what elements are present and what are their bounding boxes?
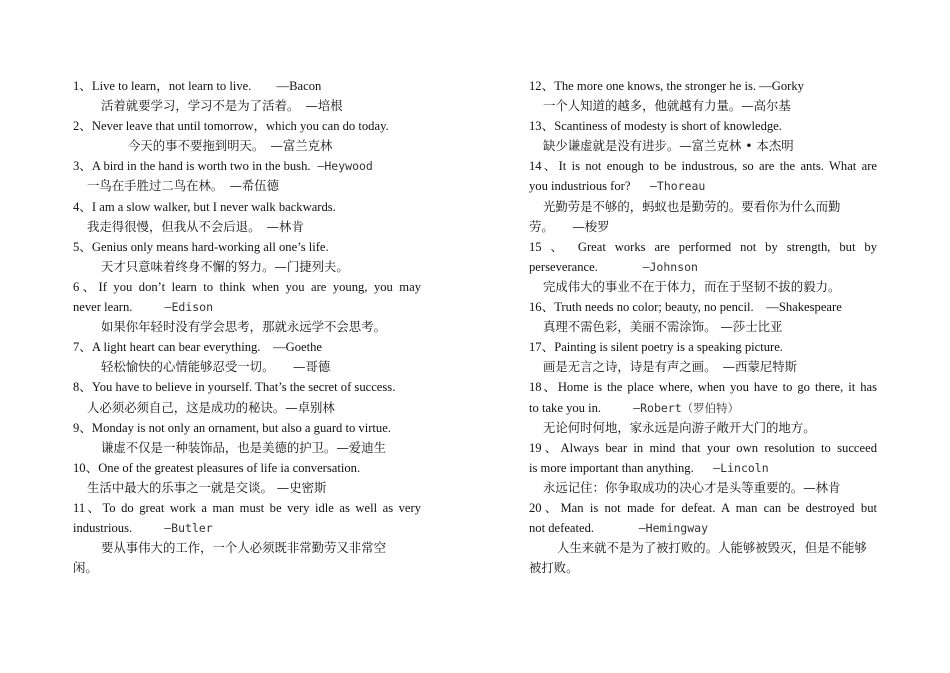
line-text: 如果你年轻时没有学会思考，那就永远学不会思考。 bbox=[101, 319, 386, 335]
translation-line bbox=[529, 136, 877, 156]
line-text: 被打败。 bbox=[529, 560, 579, 576]
line-text: 今天的事不要拖到明天。 —富兰克林 bbox=[128, 138, 333, 154]
quote-author: —Hemingway bbox=[631, 521, 708, 536]
line-text: 8、You have to believe in yourself. That’s the secret of success. bbox=[73, 380, 396, 395]
translation-line bbox=[529, 558, 877, 578]
translation-line bbox=[73, 398, 421, 418]
line-text: 一鸟在手胜过二鸟在林。 —希伍德 bbox=[87, 178, 280, 194]
line-text: to take you in. bbox=[529, 400, 627, 415]
translation-line bbox=[529, 418, 877, 438]
line-text: 5、Genius only means hard-working all one’s life. bbox=[73, 239, 329, 254]
translation-line bbox=[529, 317, 877, 337]
quote-line bbox=[73, 116, 421, 136]
line-text: 10、One of the greatest pleasures of life ia conversation. bbox=[73, 460, 361, 475]
line-text: 15 、 Great works are performed not by strength, but by bbox=[529, 239, 877, 254]
quote-line bbox=[529, 377, 877, 397]
translation-line bbox=[529, 357, 877, 377]
translation-line bbox=[73, 357, 421, 377]
quote-line bbox=[73, 458, 421, 478]
translation-line bbox=[529, 538, 877, 558]
translation-line bbox=[73, 136, 421, 156]
quote-author: —Lincoln bbox=[706, 460, 769, 475]
line-text: 人必须必须自己，这是成功的秘诀。—卓别林 bbox=[87, 399, 335, 415]
line-text: 天才只意味着终身不懈的努力。—门捷列夫。 bbox=[101, 258, 349, 274]
quote-author: —Heywood bbox=[310, 159, 373, 174]
line-text: 12、The more one knows, the stronger he is. —Gorky bbox=[529, 79, 804, 93]
translation-line bbox=[529, 217, 877, 237]
quote-line bbox=[529, 438, 877, 458]
line-text: 谦虚不仅是一种装饰品，也是美德的护卫。—爱迪生 bbox=[101, 439, 386, 455]
line-text: 要从事伟大的工作，一个人必须既非常勤劳又非常空 bbox=[101, 540, 386, 556]
line-text: 13、Scantiness of modesty is short of knowledge. bbox=[529, 119, 782, 134]
line-text: 14、It is not enough to be industrous, so are the ants. What are bbox=[529, 159, 877, 174]
right-column bbox=[529, 76, 877, 578]
line-text: 9、Monday is not only an ornament, but also a guard to virtue. bbox=[73, 420, 391, 435]
translation-line bbox=[73, 96, 421, 116]
translation-line bbox=[73, 558, 421, 578]
quote-line bbox=[73, 297, 421, 317]
quote-line bbox=[73, 337, 421, 357]
translation-line bbox=[529, 478, 877, 498]
translation-line bbox=[73, 478, 421, 498]
line-text: 6、If you don’t learn to think when you are young, you may bbox=[73, 279, 421, 294]
line-text: 一个人知道的越多，他就越有力量。—高尔基 bbox=[543, 98, 791, 114]
line-text: never learn. bbox=[73, 300, 158, 315]
line-text: 4、I am a slow walker, but I never walk backwards. bbox=[73, 199, 336, 214]
quote-line bbox=[529, 156, 877, 176]
quote-line bbox=[73, 76, 421, 96]
line-text: 劳。 —梭罗 bbox=[529, 218, 610, 234]
quote-line bbox=[73, 237, 421, 257]
line-text: 17、Painting is silent poetry is a speaking picture. bbox=[529, 340, 783, 355]
line-text: 3、A bird in the hand is worth two in the bush. bbox=[73, 159, 311, 174]
line-text: 生活中最大的乐事之一就是交谈。 —史密斯 bbox=[87, 479, 327, 495]
translation-line bbox=[73, 317, 421, 337]
quote-author: —Johnson bbox=[635, 259, 698, 274]
quote-line bbox=[73, 377, 421, 397]
line-text: 20、Man is not made for defeat. A man can be destroyed but bbox=[529, 500, 877, 515]
line-text: you industrious for? bbox=[529, 179, 644, 194]
quote-line bbox=[529, 297, 877, 317]
line-text: industrious. bbox=[73, 521, 158, 536]
quote-line bbox=[529, 76, 877, 96]
translation-line bbox=[529, 96, 877, 116]
line-text: 缺少谦虚就是没有进步。—富兰克林 • 本杰明 bbox=[543, 138, 794, 154]
line-text: 7、A light heart can bear everything. —Goethe bbox=[73, 340, 322, 355]
quote-line bbox=[529, 237, 877, 257]
line-text: 11、To do great work a man must be very idle as well as very bbox=[73, 500, 421, 515]
quote-line bbox=[529, 518, 877, 538]
line-text: 光勤劳是不够的，蚂蚁也是勤劳的。要看你为什么而勤 bbox=[543, 198, 841, 214]
translation-line bbox=[73, 438, 421, 458]
translation-line bbox=[529, 197, 877, 217]
quote-line bbox=[529, 398, 877, 418]
quote-line bbox=[73, 156, 421, 176]
quote-line bbox=[529, 498, 877, 518]
line-text: 我走得很慢，但我从不会后退。 —林肯 bbox=[87, 218, 304, 234]
quote-author: —Edison bbox=[157, 300, 214, 315]
line-text: 19、Always bear in mind that your own resolution to succeed bbox=[529, 440, 877, 455]
line-text: 完成伟大的事业不在于体力，而在于坚韧不拔的毅力。 bbox=[543, 278, 841, 294]
quote-line bbox=[73, 498, 421, 518]
line-text: 人生来就不是为了被打败的。人能够被毁灭，但是不能够 bbox=[557, 540, 867, 556]
quote-line bbox=[529, 176, 877, 196]
line-text: perseverance. bbox=[529, 259, 636, 274]
quote-author: —Butler bbox=[157, 521, 213, 536]
quote-line bbox=[529, 116, 877, 136]
translation-line bbox=[73, 257, 421, 277]
line-text: 16、Truth needs no color; beauty, no pencil. —Shakespeare bbox=[529, 300, 842, 315]
quote-line bbox=[529, 257, 877, 277]
line-text: 轻松愉快的心情能够忍受一切。 —哥德 bbox=[101, 359, 331, 375]
line-text: 闲。 bbox=[73, 560, 98, 576]
line-text: 1、Live to learn，not learn to live. —Bacon bbox=[73, 79, 322, 93]
translation-line bbox=[73, 176, 421, 196]
quote-author: —Robert（罗伯特） bbox=[626, 400, 740, 415]
left-column bbox=[73, 76, 421, 578]
quote-line bbox=[529, 337, 877, 357]
line-text: 2、Never leave that until tomorrow，which you can do today. bbox=[73, 119, 389, 134]
translation-line bbox=[73, 217, 421, 237]
quote-line bbox=[529, 458, 877, 478]
line-text: 永远记住：你争取成功的决心才是头等重要的。—林肯 bbox=[543, 479, 841, 495]
line-text: is more important than anything. bbox=[529, 460, 707, 475]
quote-line bbox=[73, 277, 421, 297]
translation-line bbox=[529, 277, 877, 297]
translation-line bbox=[73, 538, 421, 558]
line-text: 真理不需色彩，美丽不需涂饰。 —莎士比亚 bbox=[543, 319, 783, 335]
quote-author: —Thoreau bbox=[643, 179, 706, 194]
line-text: 无论何时何地，家永远是向游子敞开大门的地方。 bbox=[543, 419, 816, 435]
quote-line bbox=[73, 518, 421, 538]
quote-line bbox=[73, 418, 421, 438]
line-text: 18、Home is the place where, when you have to go there, it has bbox=[529, 380, 877, 395]
line-text: not defeated. bbox=[529, 521, 632, 536]
quote-line bbox=[73, 197, 421, 217]
line-text: 活着就要学习，学习不是为了活着。 —培根 bbox=[101, 98, 343, 114]
line-text: 画是无言之诗，诗是有声之画。 —西蒙尼特斯 bbox=[543, 359, 798, 375]
